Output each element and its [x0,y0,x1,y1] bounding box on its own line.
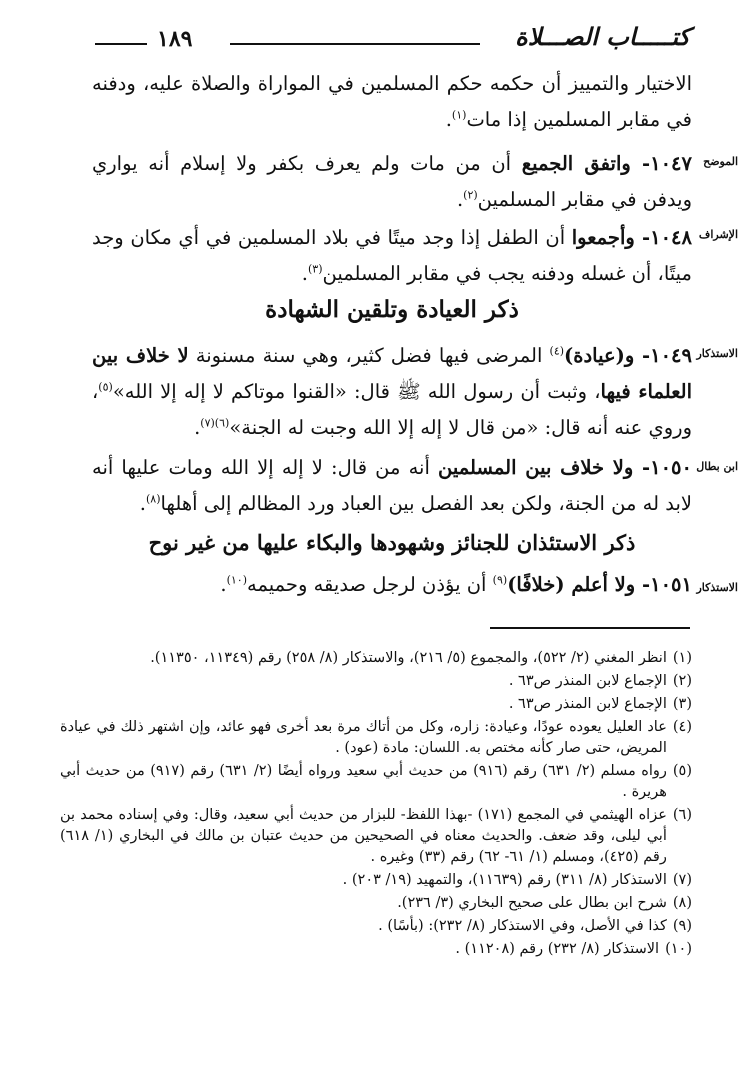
section-heading-visiting: ذكر العيادة وتلقين الشهادة [265,296,519,323]
footnote-item: (١) انظر المغني (٢/ ٥٢٢)، والمجموع (٥/ ٢١٦)، والاستذكار (٨/ ٢٥٨) رقم (١١٣٤٩، ١١٣٥٠). [150,650,692,666]
footnote-item: (١٠) الاستذكار (٨/ ٢٣٢) رقم (١١٢٠٨) . [455,941,692,957]
paragraph-1051: ١٠٥١- ولا أعلم (خلافًا)$^{(٩)}$ أن يؤذن لرجل صديقه وحميمه$^{(١٠)}$. [220,573,692,596]
paragraph-1050: ١٠٥٠- ولا خلاف بين المسلمين أنه من قال: لا إله إلا الله ومات عليها أنه لابد له من الجنة، ولكن بعد الفصل بين العباد ورد المظالم إلى أهلها$^{(٨)}$. [92,456,692,515]
chapter-title: كتـــــاب الصـــلاة [515,22,690,51]
footnote-item: (٤) عاد العليل يعوده عودًا، وعيادة: زاره، وكل من أتاك مرة بعد أخرى فهو عائد، وإن اشتهر ذلك في عيادة المريض، حتى صار كأنه مختص به. اللسان: مادة (عود) . [60,719,692,756]
footnote-separator [490,627,690,629]
footnote-item: (٧) الاستذكار (٨/ ٣١١) رقم (١١٦٣٩)، والتمهيد (١٩/ ٢٠٣) . [342,872,692,888]
footnote-item: (٩) كذا في الأصل، وفي الاستذكار (٨/ ٢٣٢): (بأسًا) . [378,918,692,934]
paragraph-1049: ١٠٤٩- و(عيادة)$^{(٤)}$ المرضى فيها فضل كثير، وهي سنة مسنونة لا خلاف بين العلماء فيها، وثبت أن رسول الله ﷺ قال: «القنوا موتاكم لا إله إلا الله»$^{(٥)}$، وروي عنه أنه قال: «من قال لا إله إلا الله وجبت له الجنة»$^{(٦)(٧)}$. [92,344,692,439]
page-number: ١٨٩ [157,26,193,52]
side-source-1047: الموضح [703,155,738,168]
paragraph-1048: ١٠٤٨- وأجمعوا أن الطفل إذا وجد ميتًا في بلاد المسلمين في أي مكان وجد ميتًا، أن غسله ودفنه يجب في مقابر المسلمين$^{(٣)}$. [92,226,693,285]
header-rule-right [230,43,480,45]
running-header [95,22,690,56]
footnotes [60,648,692,962]
paragraph-1047: ١٠٤٧- واتفق الجميع أن من مات ولم يعرف بكفر ولا إسلام أنه يواري ويدفن في مقابر المسلمين$^{(٢)}$. [92,152,692,211]
footnote-item: (٢) الإجماع لابن المنذر ص٦٣ . [508,673,692,689]
section-heading-funeral-permission: ذكر الاستئذان للجنائز وشهودها والبكاء عليها من غير نوح [148,530,636,555]
side-source-1051: الاستذكار [696,581,738,594]
footnote-item: (٣) الإجماع لابن المنذر ص٦٣ . [508,696,692,712]
side-source-1050: ابن بطال [696,460,738,473]
footnote-item: (٥) رواه مسلم (٢/ ٦٣١) رقم (٩١٦) من حديث أبي سعيد ورواه أيضًا (٢/ ٦٣١) رقم (٩١٧) من حديث أبي هريرة . [60,763,692,800]
header-rule-left [95,43,147,45]
side-source-1049: الاستذكار [696,347,738,360]
paragraph-intro: الاختيار والتمييز أن حكمه حكم المسلمين في المواراة والصلاة عليه، ودفنه في مقابر المسلمين إذا مات$^{(١)}$. [92,72,692,131]
footnote-item: (٦) عزاه الهيثمي في المجمع (١٧١) -بهذا اللفظ- للبزار من حديث أبي سعيد، وقال: وفي إسناده محمد بن أبي ليلى، وقد ضعف. والحديث معناه في الصحيحين من حديث عتبان بن مالك في البخاري (١/ ٦١٨) رقم (٤٢٥)، ومسلم (١/ ٦١- ٦٢) رقم (٣٣) وغيره . [60,807,692,865]
side-source-1048: الإشراف [698,228,738,241]
footnote-item: (٨) شرح ابن بطال على صحيح البخاري (٣/ ٢٣٦). [397,895,692,911]
